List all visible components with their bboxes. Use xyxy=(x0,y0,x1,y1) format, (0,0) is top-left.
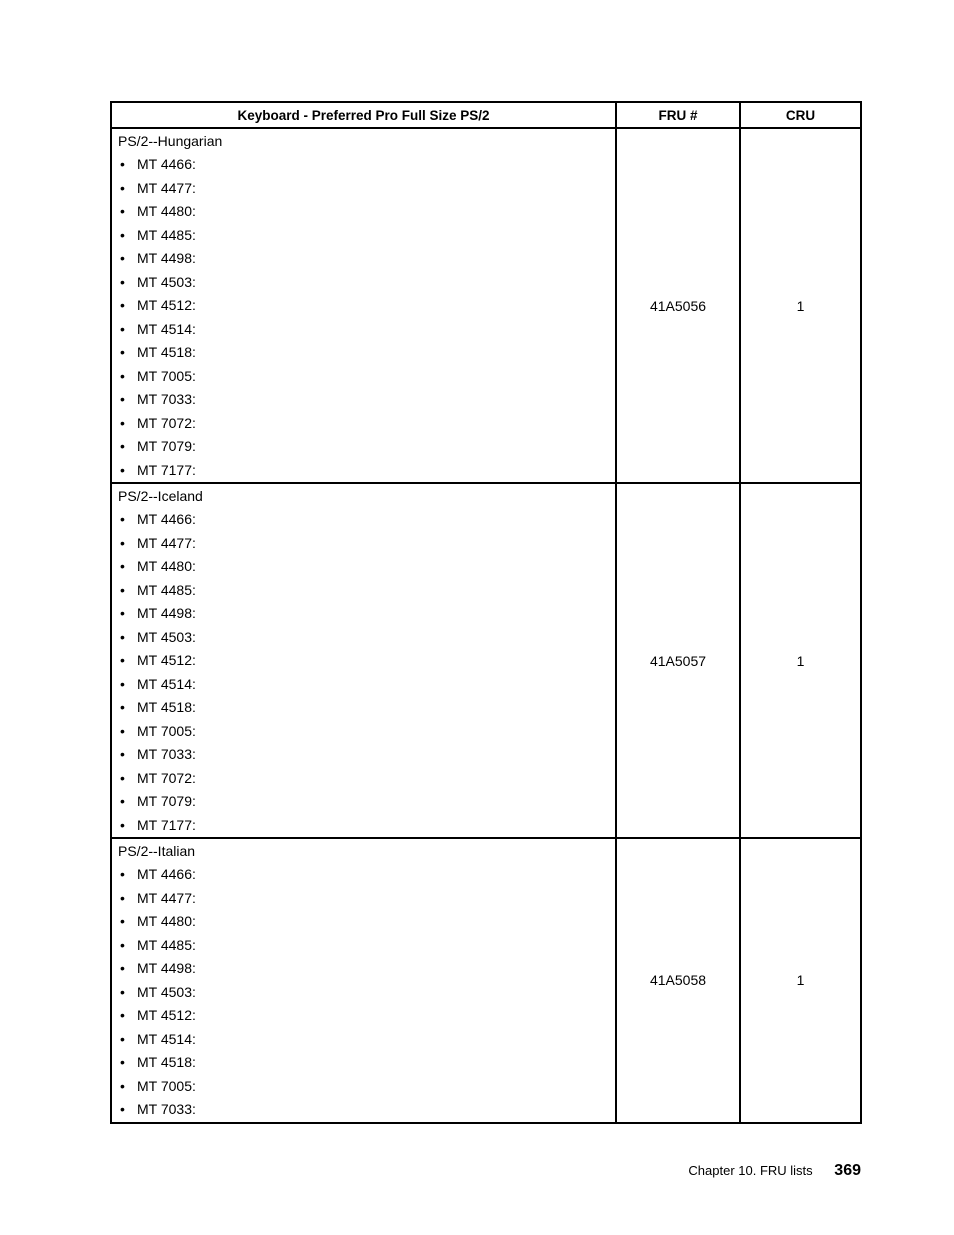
list-item: • MT 4477: xyxy=(118,177,615,201)
group-title: PS/2--Hungarian xyxy=(118,133,223,149)
list-item: • MT 7005: xyxy=(118,365,615,389)
table-row xyxy=(111,128,861,483)
table-row xyxy=(111,838,861,1123)
header-cru: CRU xyxy=(740,102,861,128)
fru-table xyxy=(110,101,862,1124)
cru-cell: 1 xyxy=(740,128,861,483)
list-item: • MT 4485: xyxy=(118,934,615,958)
list-item: • MT 4477: xyxy=(118,887,615,911)
list-item: • MT 4466: xyxy=(118,153,615,177)
machine-type-list xyxy=(118,508,615,837)
list-item: • MT 4514: xyxy=(118,318,615,342)
header-fru: FRU # xyxy=(616,102,740,128)
list-item: • MT 4498: xyxy=(118,957,615,981)
list-item: • MT 7005: xyxy=(118,720,615,744)
header-description: Keyboard - Preferred Pro Full Size PS/2 xyxy=(111,102,616,128)
list-item: • MT 4466: xyxy=(118,508,615,532)
table-header-row xyxy=(111,102,861,128)
list-item: • MT 7033: xyxy=(118,743,615,767)
fru-cell: 41A5057 xyxy=(616,483,740,838)
list-item: • MT 4512: xyxy=(118,649,615,673)
list-item: • MT 7079: xyxy=(118,435,615,459)
list-item: • MT 7005: xyxy=(118,1075,615,1099)
description-cell xyxy=(111,483,616,838)
list-item: • MT 4503: xyxy=(118,981,615,1005)
list-item: • MT 4480: xyxy=(118,555,615,579)
group-title: PS/2--Iceland xyxy=(118,488,203,504)
list-item: • MT 4477: xyxy=(118,532,615,556)
list-item: • MT 7072: xyxy=(118,767,615,791)
table-body xyxy=(111,128,861,1123)
machine-type-list xyxy=(118,153,615,482)
list-item: • MT 4518: xyxy=(118,1051,615,1075)
list-item: • MT 7033: xyxy=(118,388,615,412)
table-row xyxy=(111,483,861,838)
list-item: • MT 7033: xyxy=(118,1098,615,1122)
list-item: • MT 4518: xyxy=(118,341,615,365)
description-cell xyxy=(111,838,616,1123)
list-item: • MT 7177: xyxy=(118,814,615,838)
list-item: • MT 4503: xyxy=(118,626,615,650)
fru-cell: 41A5056 xyxy=(616,128,740,483)
cru-cell: 1 xyxy=(740,483,861,838)
footer-chapter: Chapter 10. FRU lists xyxy=(688,1163,813,1178)
list-item: • MT 4514: xyxy=(118,1028,615,1052)
group-title: PS/2--Italian xyxy=(118,843,196,859)
machine-type-list xyxy=(118,863,615,1122)
list-item: • MT 4485: xyxy=(118,224,615,248)
page-footer xyxy=(688,1162,861,1180)
description-cell xyxy=(111,128,616,483)
list-item: • MT 4466: xyxy=(118,863,615,887)
list-item: • MT 7072: xyxy=(118,412,615,436)
list-item: • MT 7177: xyxy=(118,459,615,483)
list-item: • MT 7079: xyxy=(118,790,615,814)
list-item: • MT 4485: xyxy=(118,579,615,603)
cru-cell: 1 xyxy=(740,838,861,1123)
fru-cell: 41A5058 xyxy=(616,838,740,1123)
list-item: • MT 4498: xyxy=(118,602,615,626)
list-item: • MT 4512: xyxy=(118,294,615,318)
list-item: • MT 4503: xyxy=(118,271,615,295)
list-item: • MT 4480: xyxy=(118,200,615,224)
list-item: • MT 4498: xyxy=(118,247,615,271)
list-item: • MT 4518: xyxy=(118,696,615,720)
list-item: • MT 4514: xyxy=(118,673,615,697)
list-item: • MT 4512: xyxy=(118,1004,615,1028)
list-item: • MT 4480: xyxy=(118,910,615,934)
page-number: 369 xyxy=(834,1162,861,1179)
